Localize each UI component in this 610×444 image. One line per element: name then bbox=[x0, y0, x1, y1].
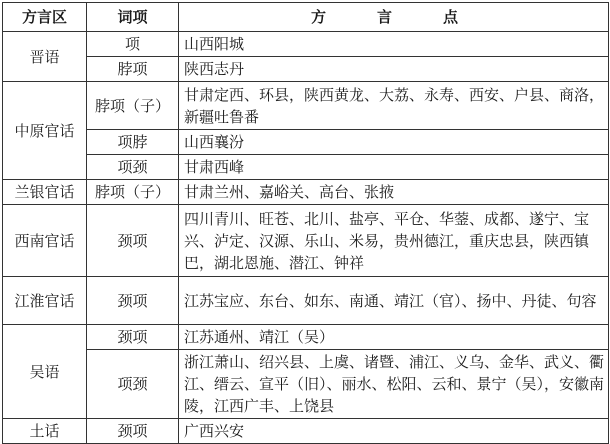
dialect-cell: 晋语 bbox=[3, 32, 87, 82]
places-cell: 陕西志丹 bbox=[179, 57, 609, 82]
dialect-table bbox=[2, 2, 609, 444]
places-cell: 江苏通州、靖江（吴） bbox=[179, 325, 609, 350]
term-cell: 项 bbox=[87, 32, 179, 57]
term-cell: 项颈 bbox=[87, 155, 179, 180]
table-row bbox=[3, 419, 609, 444]
term-cell: 颈项 bbox=[87, 205, 179, 277]
term-cell: 颈项 bbox=[87, 419, 179, 444]
places-cell: 广西兴安 bbox=[179, 419, 609, 444]
dialect-cell: 土话 bbox=[3, 419, 87, 444]
term-cell: 脖项 bbox=[87, 57, 179, 82]
term-cell: 脖项（子） bbox=[87, 82, 179, 130]
table-row bbox=[3, 57, 609, 82]
places-cell: 山西阳城 bbox=[179, 32, 609, 57]
header-row bbox=[3, 3, 609, 32]
places-cell: 甘肃兰州、嘉峪关、高台、张掖 bbox=[179, 180, 609, 205]
table-row bbox=[3, 350, 609, 419]
term-cell: 项脖 bbox=[87, 130, 179, 155]
term-cell: 颈项 bbox=[87, 325, 179, 350]
table-row bbox=[3, 130, 609, 155]
table-row bbox=[3, 82, 609, 130]
places-cell: 浙江萧山、绍兴县、上虞、诸暨、浦江、义乌、金华、武义、衢江、缙云、宣平（旧）、丽水、松阳、云和、景宁（吴），安徽南陵，江西广丰、上饶县 bbox=[179, 350, 609, 419]
dialect-cell: 西南官话 bbox=[3, 205, 87, 277]
places-cell: 甘肃西峰 bbox=[179, 155, 609, 180]
table-row bbox=[3, 155, 609, 180]
places-cell: 甘肃定西、环县，陕西黄龙、大荔、永寿、西安、户县、商洛，新疆吐鲁番 bbox=[179, 82, 609, 130]
places-cell: 山西襄汾 bbox=[179, 130, 609, 155]
table-row bbox=[3, 325, 609, 350]
places-cell: 江苏宝应、东台、如东、南通、靖江（官）、扬中、丹徒、句容 bbox=[179, 277, 609, 325]
header-term: 词项 bbox=[87, 3, 179, 32]
header-places: 方 言 点 bbox=[179, 3, 609, 32]
dialect-cell: 中原官话 bbox=[3, 82, 87, 180]
header-dialect: 方言区 bbox=[3, 3, 87, 32]
dialect-cell: 吴语 bbox=[3, 325, 87, 419]
table-row bbox=[3, 277, 609, 325]
dialect-cell: 江淮官话 bbox=[3, 277, 87, 325]
table-row bbox=[3, 32, 609, 57]
table-row bbox=[3, 205, 609, 277]
dialect-cell: 兰银官话 bbox=[3, 180, 87, 205]
term-cell: 颈项 bbox=[87, 277, 179, 325]
term-cell: 脖项（子） bbox=[87, 180, 179, 205]
places-cell: 四川青川、旺苍、北川、盐亭、平仓、华蓥、成都、遂宁、宝兴、泸定、汉源、乐山、米易，贵州德江，重庆忠县，陕西镇巴，湖北恩施、潜江、钟祥 bbox=[179, 205, 609, 277]
table-row bbox=[3, 180, 609, 205]
term-cell: 项颈 bbox=[87, 350, 179, 419]
